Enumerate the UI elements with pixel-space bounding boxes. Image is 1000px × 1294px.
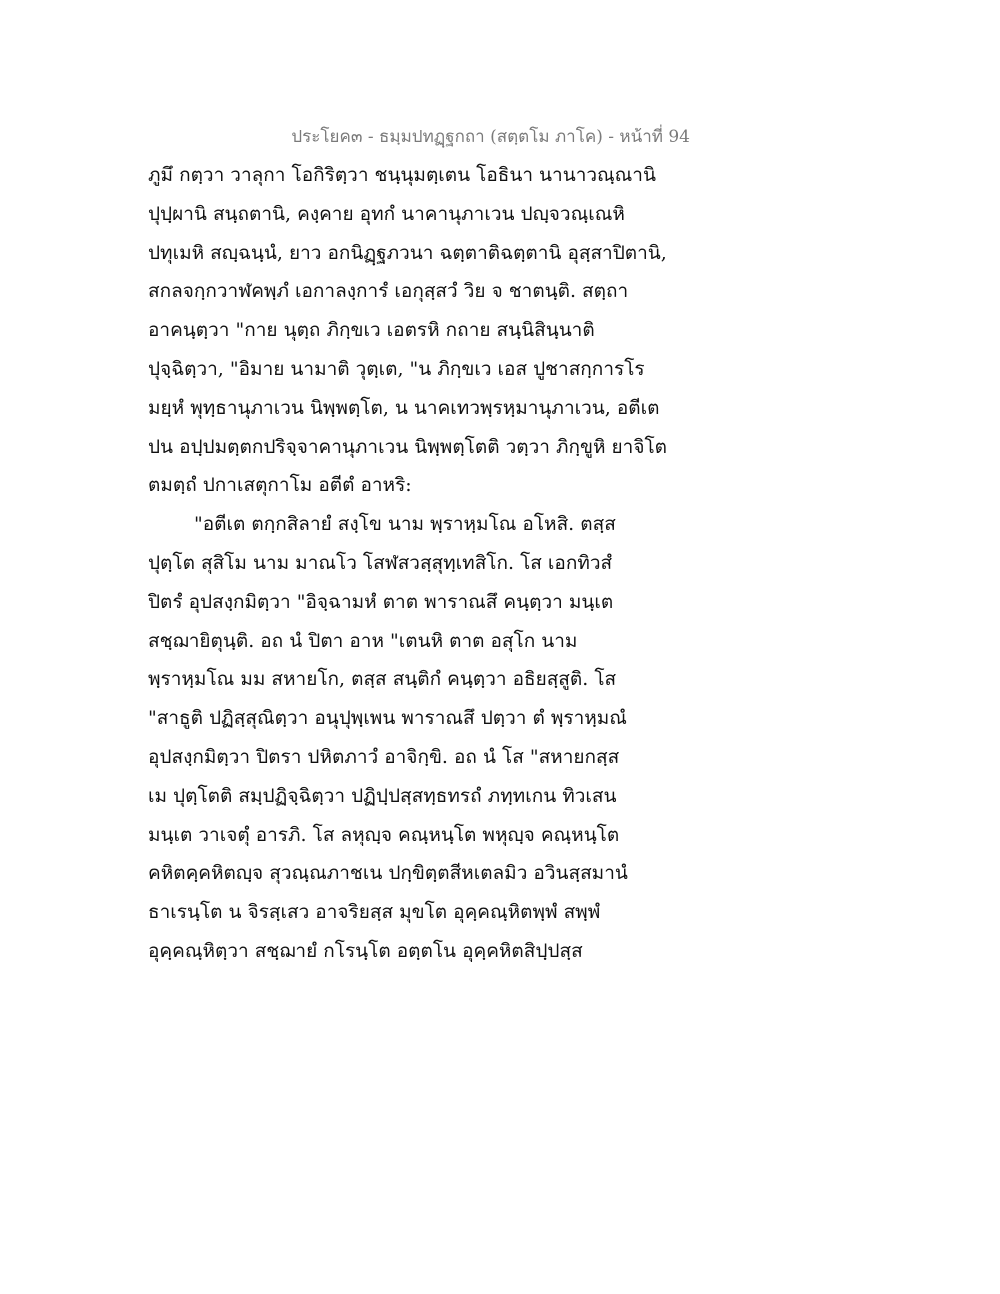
running-header: ประโยค๓ - ธมฺมปทฏฺฐกถา (สตฺตโม ภาโค) - หน้าที่ 94 [291,127,690,147]
text-line: ปุปฺผานิ สนฺถตานิ, คงฺคาย อุทกํ นาคานุภาเวน ปญฺจวณฺเณหิ [148,202,625,225]
text-line: "สาธูติ ปฏิสฺสุณิตฺวา อนุปุพฺเพน พาราณสึ ปตฺวา ตํ พฺราหฺมณํ [148,707,627,730]
text-line: ตมตฺถํ ปกาเสตุกาโม อตีตํ อาหริ: [148,474,412,497]
text-line: มนฺเต วาเจตุํ อารภิ. โส ลหุญฺจ คณฺหนฺโต พหุญฺจ คณฺหนฺโต [148,823,620,846]
text-line: สชฺฌายิตุนฺติ. อถ นํ ปิตา อาห "เตนหิ ตาต อสุโก นาม [148,629,578,652]
text-line: ธาเรนฺโต น จิรสฺเสว อาจริยสฺส มุขโต อุคฺคณฺหิตพฺพํ สพฺพํ [148,901,601,924]
text-line: ปทุเมหิ สญฺฉนฺนํ, ยาว อกนิฏฺฐภวนา ฉตฺตาติฉตฺตานิ อุสฺสาปิตานิ, [148,241,667,264]
text-line: คหิตคฺคหิตญฺจ สุวณฺณภาชเน ปกฺขิตฺตสีหเตลมิว อวินสฺสมานํ [148,862,628,885]
text-line: ปุจฺฉิตฺวา, "อิมาย นามาติ วุตฺเต, "น ภิกฺขเว เอส ปูชาสกฺการโร [148,357,645,380]
body-text [148,156,848,971]
text-line: สกลจกฺกวาฬคพฺภํ เอกาลงฺการํ เอกุสฺสวํ วิย จ ชาตนฺติ. สตฺถา [148,280,629,303]
text-line: ภูมึ กตฺวา วาลุกา โอกิริตฺวา ชนฺนุมตฺเตน โอธินา นานาวณฺณานิ [148,164,656,186]
text-line: ปุตฺโต สุสิโม นาม มาณโว โสฬสวสฺสุทฺเทสิโก. โส เอกทิวสํ [148,551,613,574]
text-line: ปิตรํ อุปสงฺกมิตฺวา "อิจฺฉามหํ ตาต พาราณสึ คนฺตฺวา มนฺเต [148,590,614,613]
text-line: ปน อปฺปมตฺตกปริจฺจาคานุภาเวน นิพฺพตฺโตติ วตฺวา ภิกฺขูหิ ยาจิโต [148,435,668,458]
text-line: อุคฺคณฺหิตฺวา สชฺฌายํ กโรนฺโต อตฺตโน อุคฺคหิตสิปฺปสฺส [148,939,583,962]
paragraph-start-line: "อตีเต ตกฺกสิลายํ สงฺโข นาม พฺราหฺมโณ อโหสิ. ตสฺส [194,513,616,536]
text-line: เม ปุตฺโตติ สมฺปฏิจฺฉิตฺวา ปฏิปฺปสฺสทฺธทรถํ ภทฺทเกน ทิวเสน [148,784,617,807]
text-line: มยฺหํ พุทฺธานุภาเวน นิพฺพตฺโต, น นาคเทวพฺรหฺมานุภาเวน, อตีเต [148,396,660,419]
text-line: อาคนฺตฺวา "กาย นุตฺถ ภิกฺขเว เอตรหิ กถาย สนฺนิสินฺนาติ [148,319,595,342]
text-line: อุปสงฺกมิตฺวา ปิตรา ปหิตภาวํ อาจิกฺขิ. อถ นํ โส "สหายกสฺส [148,745,620,768]
text-line: พฺราหฺมโณ มม สหายโก, ตสฺส สนฺติกํ คนฺตฺวา อธิยสฺสูติ. โส [148,668,617,691]
